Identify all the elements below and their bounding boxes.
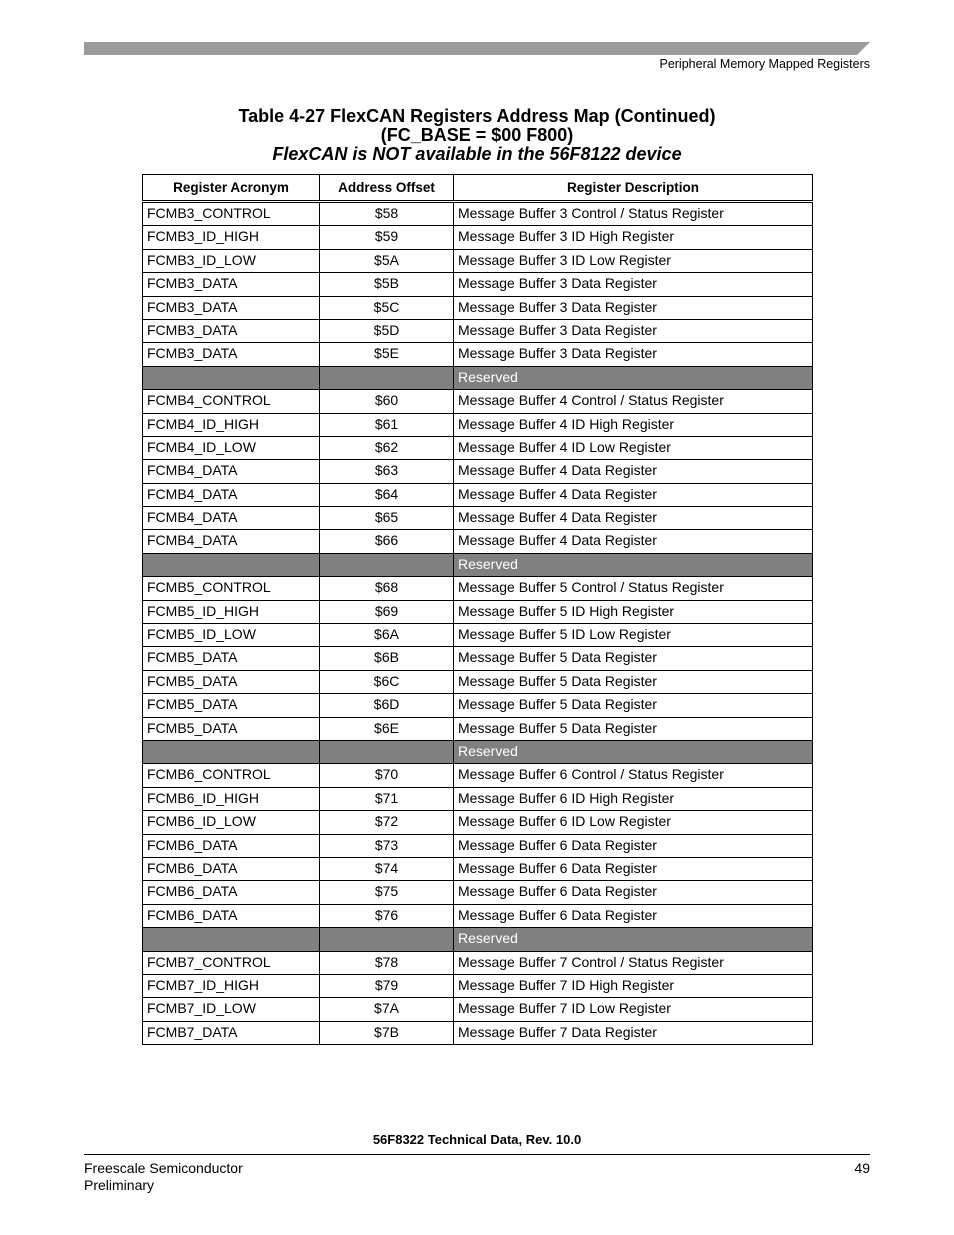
acronym-cell: FCMB3_DATA [143,296,320,319]
reserved-row [143,928,813,951]
table-row [143,647,813,670]
description-cell: Message Buffer 3 Data Register [454,273,813,296]
offset-cell: $74 [320,857,454,880]
offset-cell: $73 [320,834,454,857]
acronym-cell: FCMB7_ID_HIGH [143,974,320,997]
offset-cell: $66 [320,530,454,553]
table-row [143,343,813,366]
footer-status: Preliminary [84,1177,155,1193]
acronym-cell: FCMB6_CONTROL [143,764,320,787]
description-cell: Message Buffer 4 ID High Register [454,413,813,436]
description-cell: Message Buffer 7 ID Low Register [454,998,813,1021]
description-cell: Message Buffer 5 ID High Register [454,600,813,623]
acronym-cell: FCMB7_ID_LOW [143,998,320,1021]
acronym-cell: FCMB6_ID_LOW [143,811,320,834]
offset-cell: $70 [320,764,454,787]
acronym-cell: FCMB4_ID_LOW [143,436,320,459]
description-cell: Message Buffer 3 Control / Status Register [454,202,813,226]
description-cell: Message Buffer 7 Data Register [454,1021,813,1044]
description-cell: Message Buffer 3 Data Register [454,296,813,319]
description-cell: Message Buffer 6 ID High Register [454,787,813,810]
table-title [0,107,954,164]
description-cell: Message Buffer 6 Data Register [454,834,813,857]
table-row [143,226,813,249]
offset-cell: $5D [320,319,454,342]
table-title-line1: Table 4-27 FlexCAN Registers Address Map (Continued) [238,106,716,126]
acronym-cell: FCMB3_ID_LOW [143,249,320,272]
table-row [143,787,813,810]
offset-cell: $5C [320,296,454,319]
description-cell: Message Buffer 4 Data Register [454,460,813,483]
table-row [143,413,813,436]
acronym-cell: FCMB3_CONTROL [143,202,320,226]
page-number: 49 [854,1160,870,1176]
offset-cell: $68 [320,577,454,600]
table-row [143,857,813,880]
offset-cell: $78 [320,951,454,974]
column-header-offset: Address Offset [320,175,454,202]
description-cell: Message Buffer 5 Data Register [454,694,813,717]
description-cell: Reserved [454,740,813,763]
table-row [143,296,813,319]
acronym-cell: FCMB4_ID_HIGH [143,413,320,436]
description-cell: Reserved [454,366,813,389]
table-row [143,202,813,226]
acronym-cell: FCMB4_DATA [143,530,320,553]
offset-cell [320,928,454,951]
offset-cell: $79 [320,974,454,997]
offset-cell: $62 [320,436,454,459]
description-cell: Message Buffer 4 Data Register [454,530,813,553]
table-row [143,764,813,787]
register-table [142,174,813,1045]
offset-cell: $63 [320,460,454,483]
offset-cell: $64 [320,483,454,506]
acronym-cell: FCMB6_DATA [143,904,320,927]
description-cell: Message Buffer 6 Data Register [454,881,813,904]
acronym-cell: FCMB5_DATA [143,647,320,670]
description-cell: Message Buffer 3 ID High Register [454,226,813,249]
footer-company: Freescale Semiconductor [84,1160,243,1176]
description-cell: Message Buffer 3 Data Register [454,319,813,342]
acronym-cell [143,366,320,389]
acronym-cell: FCMB7_CONTROL [143,951,320,974]
table-row [143,483,813,506]
description-cell: Message Buffer 4 Data Register [454,507,813,530]
description-cell: Message Buffer 3 ID Low Register [454,249,813,272]
footer-doc-title: 56F8322 Technical Data, Rev. 10.0 [372,1132,582,1147]
acronym-cell [143,740,320,763]
offset-cell: $65 [320,507,454,530]
acronym-cell: FCMB4_DATA [143,483,320,506]
table-title-line2: (FC_BASE = $00 F800) [380,125,574,145]
offset-cell [320,553,454,576]
description-cell: Reserved [454,928,813,951]
table-row [143,319,813,342]
acronym-cell: FCMB4_DATA [143,507,320,530]
description-cell: Message Buffer 6 ID Low Register [454,811,813,834]
reserved-row [143,366,813,389]
offset-cell: $5A [320,249,454,272]
table-row [143,1021,813,1044]
offset-cell: $75 [320,881,454,904]
offset-cell: $6C [320,670,454,693]
table-row [143,974,813,997]
offset-cell: $58 [320,202,454,226]
acronym-cell: FCMB5_DATA [143,670,320,693]
acronym-cell [143,928,320,951]
acronym-cell: FCMB4_CONTROL [143,390,320,413]
description-cell: Message Buffer 6 Data Register [454,857,813,880]
offset-cell: $6B [320,647,454,670]
acronym-cell: FCMB7_DATA [143,1021,320,1044]
footer-divider [84,1154,870,1155]
table-body [143,202,813,1045]
description-cell: Message Buffer 6 Data Register [454,904,813,927]
table-row [143,507,813,530]
description-cell: Message Buffer 5 Data Register [454,717,813,740]
acronym-cell: FCMB5_ID_LOW [143,624,320,647]
table-title-note: FlexCAN is NOT available in the 56F8122 device [272,144,682,164]
description-cell: Message Buffer 3 Data Register [454,343,813,366]
acronym-cell: FCMB5_DATA [143,717,320,740]
acronym-cell: FCMB5_DATA [143,694,320,717]
reserved-row [143,553,813,576]
footer-company-block [84,1160,243,1194]
offset-cell: $5B [320,273,454,296]
table-row [143,834,813,857]
description-cell: Message Buffer 5 Control / Status Register [454,577,813,600]
offset-cell: $6D [320,694,454,717]
offset-cell: $61 [320,413,454,436]
description-cell: Message Buffer 6 Control / Status Register [454,764,813,787]
acronym-cell: FCMB5_ID_HIGH [143,600,320,623]
description-cell: Reserved [454,553,813,576]
offset-cell: $7B [320,1021,454,1044]
acronym-cell [143,553,320,576]
table-row [143,273,813,296]
reserved-row [143,740,813,763]
table-row [143,530,813,553]
offset-cell [320,366,454,389]
description-cell: Message Buffer 4 Control / Status Register [454,390,813,413]
description-cell: Message Buffer 4 ID Low Register [454,436,813,459]
offset-cell: $71 [320,787,454,810]
table-row [143,436,813,459]
offset-cell: $60 [320,390,454,413]
description-cell: Message Buffer 5 Data Register [454,647,813,670]
table-row [143,811,813,834]
section-title: Peripheral Memory Mapped Registers [659,57,870,71]
acronym-cell: FCMB4_DATA [143,460,320,483]
offset-cell: $5E [320,343,454,366]
table-row [143,694,813,717]
table-row [143,951,813,974]
offset-cell: $76 [320,904,454,927]
acronym-cell: FCMB3_ID_HIGH [143,226,320,249]
description-cell: Message Buffer 5 ID Low Register [454,624,813,647]
offset-cell: $6A [320,624,454,647]
table-row [143,998,813,1021]
table-row [143,670,813,693]
offset-cell: $7A [320,998,454,1021]
acronym-cell: FCMB6_ID_HIGH [143,787,320,810]
description-cell: Message Buffer 7 Control / Status Register [454,951,813,974]
table-row [143,390,813,413]
table-row [143,600,813,623]
offset-cell [320,740,454,763]
table-row [143,577,813,600]
acronym-cell: FCMB3_DATA [143,273,320,296]
table-row [143,249,813,272]
acronym-cell: FCMB6_DATA [143,881,320,904]
table-row [143,904,813,927]
table-row [143,624,813,647]
description-cell: Message Buffer 4 Data Register [454,483,813,506]
offset-cell: $72 [320,811,454,834]
column-header-acronym: Register Acronym [143,175,320,202]
offset-cell: $59 [320,226,454,249]
table-row [143,460,813,483]
offset-cell: $69 [320,600,454,623]
column-header-description: Register Description [454,175,813,202]
description-cell: Message Buffer 5 Data Register [454,670,813,693]
description-cell: Message Buffer 7 ID High Register [454,974,813,997]
acronym-cell: FCMB6_DATA [143,857,320,880]
acronym-cell: FCMB3_DATA [143,319,320,342]
table-row [143,717,813,740]
offset-cell: $6E [320,717,454,740]
acronym-cell: FCMB3_DATA [143,343,320,366]
table-header-row [143,175,813,202]
acronym-cell: FCMB5_CONTROL [143,577,320,600]
acronym-cell: FCMB6_DATA [143,834,320,857]
header-bar [84,42,870,55]
table-row [143,881,813,904]
